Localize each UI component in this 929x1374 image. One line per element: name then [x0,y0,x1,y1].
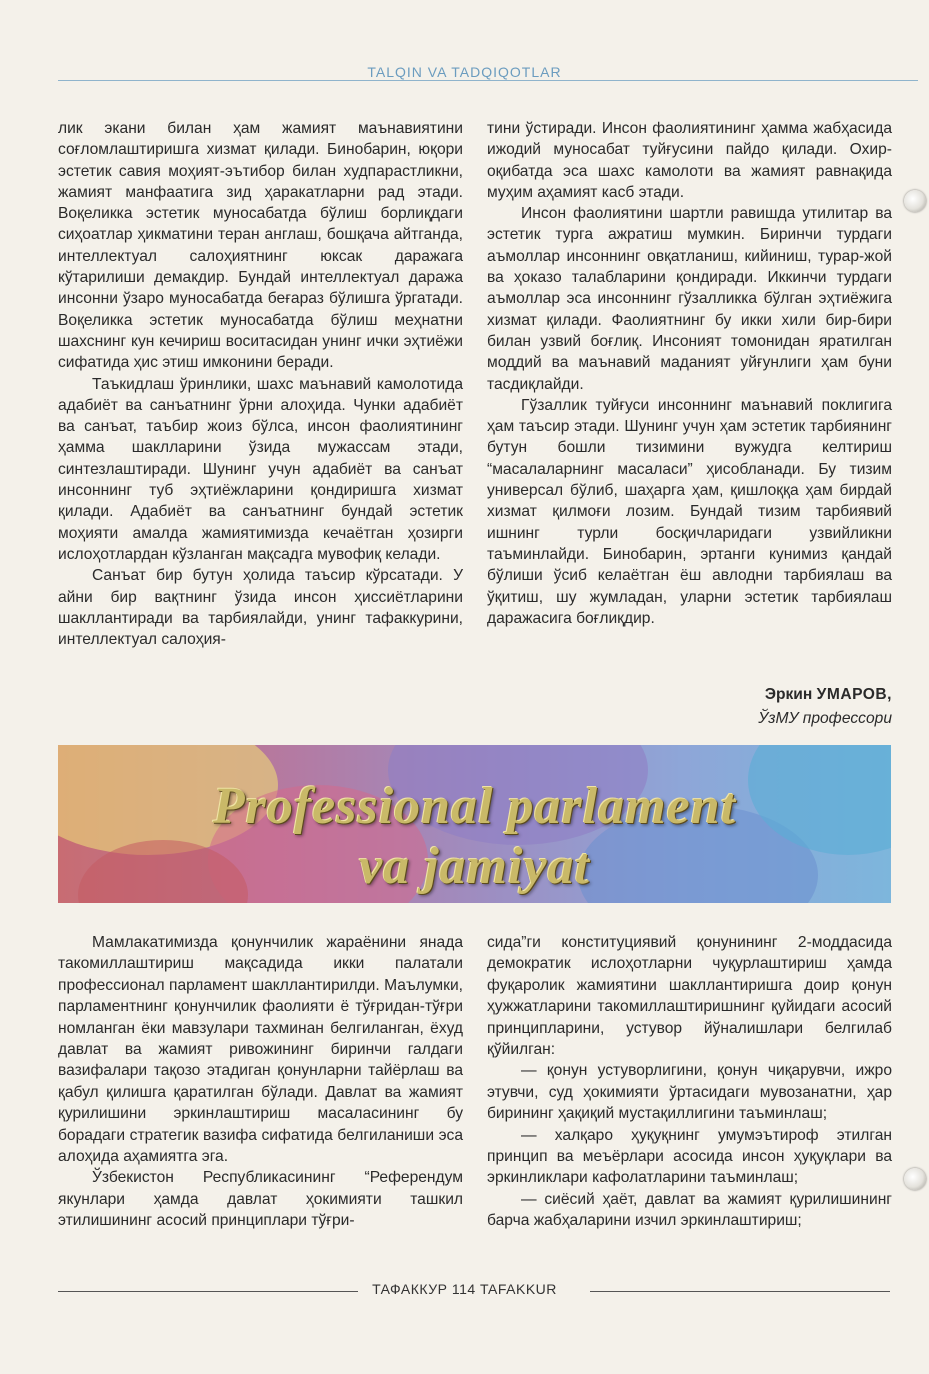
list-item: — қонун устуворлигини, қонун чиқарувчи, ижро этувчи, суд ҳокимияти ўртасидаги мувозанатни, ҳар бирининг ҳақиқий мустақиллигини таъминлаш; [487,1062,892,1123]
bottom-right-column [487,932,892,1232]
author-name [765,686,892,704]
article-paragraph: тини ўстиради. Инсон фаолиятининг ҳамма жабҳасида ижодий муносабат туйғусини пайдо қилади. Охир-оқибатда эса шахс камолоти ва жамият равнақида муҳим аҳамият касб этади. [487,120,892,201]
list-item: — халқаро ҳуқуқнинг умумэътироф этилган принцип ва меъёрлари асосида инсон ҳуқуқлари ва эркинликлари кафолатларини таъминлаш; [487,1126,892,1187]
banner-title-line-2: va jamiyat [359,838,590,895]
page-footer: ТАФАККУР 114 TAFAKKUR [372,1281,557,1297]
author-last-name: УМАРОВ, [816,686,892,703]
header-rule [58,80,918,81]
punch-hole-icon [904,1168,926,1190]
top-left-column [58,118,463,650]
article-paragraph: лик экани билан ҳам жамият маънавиятини соғломлаштиришга хизмат қилади. Бинобарин, юқори эстетик савия моҳият-эътибор билан худпарастликни, жамият манфаатига зид ҳаракатларни рад этади. Воқеликка эстетик муносабатда бўлиш борлиқдаги сиҳоатлар ҳикматини теран англаш, бошқача айтганда, интеллектуал салоҳиятнинг юксак даражага кўтарилиши демакдир. Бундай интеллектуал даража инсонни ўзаро муносабатда беғараз бўлишга ўргатади. Воқеликка эстетик муносабатда бўлиш меҳнатни шахснинг кун кечириш воситасидан унинг ички эҳтиёжи сифатида ҳис этиш имконини беради. [58,120,463,372]
article-paragraph: Инсон фаолиятини шартли равишда утилитар ва эстетик турга ажратиш мумкин. Биринчи турдаги аъмоллар инсоннинг овқатланиш, кийиниш, турар-жой ва ҳоказо талабларини қондиради. Иккинчи турдаги аъмоллар эса инсоннинг гўзалликка бўлган эҳтиёжига хизмат қилади. Фаолиятнинг бу икки хили бир-бири билан узвий боғлиқ. Инсоният томонидан яратилган моддий ва маънавий маданият уйғунлиги ҳам буни тасдиқлайди. [487,205,892,393]
section-banner [58,745,891,903]
author-title: ЎзМУ профессори [758,710,892,727]
bottom-left-column [58,932,463,1232]
running-head [0,64,929,80]
list-item: — сиёсий ҳаёт, давлат ва жамият қурилишининг барча жабҳаларини изчил эркинлаштириш; [487,1190,892,1230]
punch-hole-icon [904,190,926,212]
banner-title-line-1: Professional parlament [212,778,737,835]
running-head-text: TALQIN VA TADQIQOTLAR [361,64,567,80]
top-right-column [487,118,892,629]
article-paragraph: Мамлакатимизда қонунчилик жараёнини янада такомиллаштириш мақсадида икки палатали профессионал парламент шакллантирилди. Маълумки, парламентнинг қонунчилик фаолияти ё тўғридан-тўғри номланган ёки мавзулари тахминан белгиланган, ёхуд давлат ва жамият ривожининг биринчи галдаги вазифалари тақозо этадиган қонунларни тайёрлаш ва қабул қилишга қаратилган бўлади. Давлат ва жамият қурилишини эркинлаштириш масаласининг бу борадаги стратегик вазифа сифатида белгиланиши эса алоҳида аҳамиятга эга. [58,934,463,1166]
author-first-name: Эркин [764,686,813,703]
article-paragraph: Ўзбекистон Республикасининг “Референдум якунлари ҳамда давлат ҳокимияти ташкил этилишининг асосий принциплари тўғри- [58,1169,463,1230]
article-paragraph: Гўзаллик туйғуси инсоннинг маънавий поклигига ҳам таъсир этади. Шунинг учун ҳам эстетик тарбиянинг бутун бошли тизимини вужудга келтириш “масалаларнинг масаласи” ҳисобланади. Бу тизим универсал бўлиб, шаҳарга ҳам, қишлоққа ҳам бирдай хизмат қилмоғи лозим. Бундай тизим тарбиявий ишнинг турли босқичларидаги узвийликни таъминлайди. Бинобарин, эртанги кунимиз қандай бўлиши ўсиб келаётган ёш авлодни тарбиялаш ва ўқитиш, шу жумладан, уларни эстетик тарбиялаш даражасига боғлиқдир. [487,396,892,627]
article-paragraph: Санъат бир бутун ҳолида таъсир кўрсатади. У айни бир вақтнинг ўзида инсон ҳиссиётларини шакллантиради ва тарбиялайди, унинг тафаккурини, интеллектуал салоҳия- [58,567,463,649]
article-paragraph: Таъкидлаш ўринлики, шахс маънавий камолотида адабиёт ва санъатнинг ўрни алоҳида. Чунки адабиёт ва санъат, таъбир жоиз бўлса, инсон фаолиятининг ҳамма шаклларини ўзида мужассам этади, синтезлаштиради. Шунинг учун адабиёт ва санъат инсоннинг туб эҳтиёжларини қондиришга хизмат қилади. Адабиёт ва санъатнинг бундай эстетик моҳияти амалда жамиятимизда кечаётган ҳозирги ислоҳотлардан кўзланган мақсадга мувофиқ келади. [58,375,463,563]
article-paragraph: сида”ги конституциявий қонунининг 2-моддасида демократик ислоҳотларни чуқурлаштириш ҳамда фуқаролик жамиятини шакллантиришга доир қонун ҳужжатларини такомиллаштиришнинг қуйидаги асосий принципларини, устувор йўналишлари белгилаб қўйилган: [487,934,892,1059]
